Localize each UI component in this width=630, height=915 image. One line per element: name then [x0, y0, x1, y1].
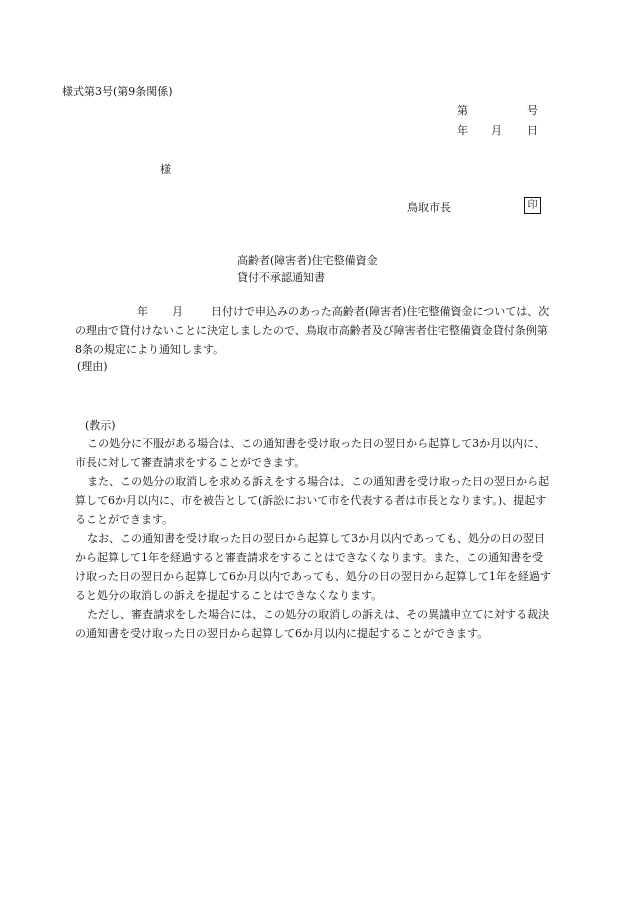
- reference-prefix: 第: [457, 104, 468, 117]
- date-day: 日: [527, 124, 538, 137]
- seal-stamp: 印: [524, 197, 541, 214]
- reference-suffix: 号: [527, 104, 538, 117]
- document-title: [237, 252, 378, 286]
- intro-text: 日付けで申込みのあった高齢者(障害者)住宅整備資金については、次の理由で貸付けないことに決定しましたので、鳥取市高齢者及び障害者住宅整備資金貸付条例第8条の規定により通知します。: [75, 305, 550, 356]
- intro-month: 月: [172, 305, 183, 318]
- issue-date: [457, 121, 538, 140]
- date-month: 月: [491, 124, 502, 137]
- form-number: 様式第3号(第9条関係): [62, 85, 173, 98]
- instruction-body: [75, 434, 553, 643]
- issuer-name: 鳥取市長: [407, 201, 451, 214]
- date-year: 年: [457, 124, 468, 137]
- intro-paragraph: [75, 302, 553, 359]
- title-line-2: 貸付不承認通知書: [237, 271, 325, 284]
- reference-number: [457, 101, 538, 120]
- instruction-label: (教示): [85, 419, 116, 432]
- intro-year: 年: [137, 305, 148, 318]
- reason-label: (理由): [77, 360, 108, 373]
- addressee-honorific: 様: [160, 163, 171, 176]
- instruction-paragraph: また、この処分の取消しを求める訴えをする場合は、この通知書を受け取った日の翌日から起算して6か月以内に、市を被告として(訴訟において市を代表する者は市長となります。)、提起することができます。: [75, 475, 550, 526]
- instruction-paragraph: なお、この通知書を受け取った日の翌日から起算して3か月以内であっても、処分の日の翌日から起算して1年を経過すると審査請求をすることはできなくなります。また、この通知書を受け取った日の翌日から起算して6か月以内であっても、処分の日の翌日から起算して1年を経過すると処分の取消しの訴えを提起することはできなくなります。: [75, 532, 551, 602]
- instruction-paragraph: ただし、審査請求をした場合には、この処分の取消しの訴えは、その異議申立てに対する裁決の通知書を受け取った日の翌日から起算して6か月以内に提起することができます。: [75, 608, 550, 640]
- title-line-1: 高齢者(障害者)住宅整備資金: [237, 254, 378, 267]
- instruction-paragraph: この処分に不服がある場合は、この通知書を受け取った日の翌日から起算して3か月以内に、市長に対して審査請求をすることができます。: [75, 437, 546, 469]
